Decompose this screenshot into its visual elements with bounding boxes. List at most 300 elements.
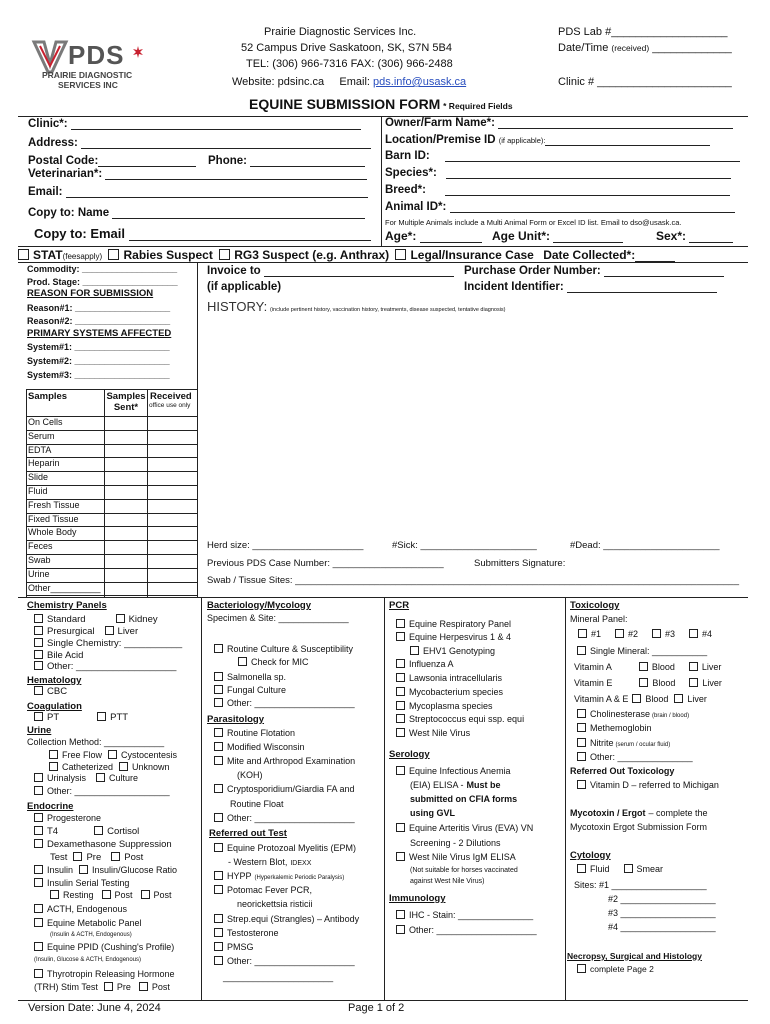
age-unit-field[interactable]: [492, 229, 623, 243]
influenza-checkbox[interactable]: [396, 659, 405, 668]
invoice-label: Invoice to: [207, 265, 261, 277]
testosterone-checkbox[interactable]: [214, 928, 223, 937]
kidney-checkbox[interactable]: [116, 614, 125, 623]
ptt-label: PTT: [110, 712, 129, 723]
dex-checkbox[interactable]: [34, 839, 43, 848]
po-field[interactable]: [464, 265, 724, 277]
postal-field[interactable]: [28, 155, 196, 167]
ppid-checkbox[interactable]: [34, 942, 43, 951]
age-label: Age*:: [385, 229, 417, 243]
logo-sub1: PRAIRIE DIAGNOSTIC: [42, 70, 133, 80]
copy-email-field[interactable]: [34, 226, 371, 241]
stat-checkbox[interactable]: [18, 249, 29, 260]
test-para-other[interactable]: [214, 813, 355, 823]
test-urinalysis-culture[interactable]: [34, 773, 138, 783]
test-testosterone[interactable]: [214, 928, 279, 938]
dex-post-checkbox[interactable]: [111, 852, 120, 861]
test-insulin[interactable]: [34, 865, 177, 875]
address-field[interactable]: [28, 137, 371, 149]
test-influenza[interactable]: [396, 659, 454, 669]
liver-label: Liver: [117, 626, 139, 637]
cortisol-label: Cortisol: [107, 826, 140, 837]
mineral-panel-label: [570, 614, 628, 624]
animal-id-field[interactable]: [385, 201, 735, 213]
sample-row-label: Fixed Tissue: [28, 513, 79, 524]
hypp-checkbox[interactable]: [214, 871, 223, 880]
t4-checkbox[interactable]: [34, 826, 43, 835]
sample-sent-cell[interactable]: [105, 444, 146, 458]
standard-label: Standard: [47, 614, 86, 625]
emp-note-label: (Insulin & ACTH, Endogenous): [50, 932, 132, 938]
other3-checkbox[interactable]: [214, 698, 223, 707]
strep-eq-checkbox[interactable]: [396, 714, 405, 723]
wnv-label: West Nile Virus: [409, 728, 471, 738]
emp-label: Equine Metabolic Panel: [47, 918, 142, 928]
epm-western-blot: [228, 857, 311, 867]
sample-sent-cell[interactable]: [105, 499, 146, 513]
test-strep-antibody[interactable]: [214, 914, 359, 924]
test-mic[interactable]: [238, 657, 309, 667]
wnv-note2: [410, 878, 484, 885]
test-cbc[interactable]: [34, 686, 67, 697]
po-label: Purchase Order Number:: [464, 265, 601, 277]
form-title-text: EQUINE SUBMISSION FORM: [249, 96, 441, 112]
pds-logo: [28, 34, 148, 96]
test-ihc[interactable]: [396, 910, 533, 920]
urinalysis-checkbox[interactable]: [34, 773, 43, 782]
bile-label: Bile Acid: [47, 650, 84, 661]
cath-checkbox[interactable]: [49, 762, 58, 771]
test-trh-options[interactable]: [34, 982, 170, 992]
free-flow-checkbox[interactable]: [49, 750, 58, 759]
wnv-checkbox[interactable]: [396, 728, 405, 737]
insulin-serial-checkbox[interactable]: [34, 878, 43, 887]
smear-checkbox[interactable]: [624, 864, 633, 873]
test-nitrite[interactable]: [577, 738, 670, 748]
test-t4-cortisol[interactable]: [34, 826, 139, 837]
other6-checkbox[interactable]: [396, 925, 405, 934]
test-eia[interactable]: [396, 766, 511, 776]
sample-row-label: Fluid: [28, 486, 48, 496]
veterinarian-field[interactable]: [28, 168, 367, 180]
logo-leaf-icon: [132, 46, 144, 58]
dex-pre-checkbox[interactable]: [73, 852, 82, 861]
breed-field[interactable]: [385, 184, 730, 196]
reason2-field[interactable]: Reason#2: ___________________: [27, 316, 171, 326]
datetime-label: Date/Time: [558, 42, 609, 54]
wnv-igm-checkbox[interactable]: [396, 852, 405, 861]
test-wnv[interactable]: [396, 728, 470, 738]
cholin-note-label: (brain / blood): [652, 713, 690, 719]
datetime-field[interactable]: [558, 42, 732, 54]
fungal-checkbox[interactable]: [214, 685, 223, 694]
vit-e-blood-checkbox[interactable]: [639, 678, 648, 687]
sick-field[interactable]: #Sick: ______________________: [392, 540, 537, 551]
potomac2-label: neorickettsia risticii: [237, 899, 313, 909]
reason1-field[interactable]: Reason#1: ___________________: [27, 303, 171, 313]
m3-checkbox[interactable]: [652, 629, 661, 638]
ihc-checkbox[interactable]: [396, 910, 405, 919]
insulin-label: Insulin: [47, 865, 74, 875]
test-pmsg[interactable]: [214, 942, 254, 952]
urine-head-label: Urine: [27, 725, 52, 736]
vit-d-checkbox[interactable]: [577, 780, 586, 789]
standard-checkbox[interactable]: [34, 614, 43, 623]
test-potomac[interactable]: [214, 885, 312, 895]
test-emp[interactable]: [34, 918, 142, 928]
serial-post2-checkbox[interactable]: [141, 890, 150, 899]
trh-checkbox[interactable]: [34, 969, 43, 978]
trh-pre-checkbox[interactable]: [104, 982, 113, 991]
test-mycoplasma[interactable]: [396, 701, 493, 711]
pmsg-checkbox[interactable]: [214, 942, 223, 951]
history-note: (include pertinent history, vaccination history, treatments, disease suspected, tentative diagnosis): [270, 307, 506, 313]
test-cytology[interactable]: [577, 864, 663, 874]
bile-checkbox[interactable]: [34, 650, 43, 659]
methem-checkbox[interactable]: [577, 723, 586, 732]
lawsonia-checkbox[interactable]: [396, 673, 405, 682]
m1-checkbox[interactable]: [578, 629, 587, 638]
test-vitamin-e[interactable]: [574, 678, 722, 688]
vit-e-liver-checkbox[interactable]: [689, 678, 698, 687]
herd-size-field[interactable]: Herd size: _____________________: [207, 540, 364, 551]
potomac-checkbox[interactable]: [214, 885, 223, 894]
resting-checkbox[interactable]: [50, 890, 59, 899]
test-vitamin-ae[interactable]: [574, 694, 707, 704]
sample-sent-cell[interactable]: [105, 457, 146, 471]
culture-checkbox[interactable]: [96, 773, 105, 782]
myco2-checkbox[interactable]: [396, 701, 405, 710]
salmonella-checkbox[interactable]: [214, 672, 223, 681]
wisconsin-label: Modified Wisconsin: [227, 742, 305, 752]
test-bact-other[interactable]: [214, 698, 355, 708]
sample-sent-cell[interactable]: [105, 471, 146, 485]
pds-lab-field[interactable]: PDS Lab #___________________: [558, 26, 728, 38]
barn-field[interactable]: [385, 150, 740, 162]
other4-checkbox[interactable]: [214, 813, 223, 822]
myco-tox3-label: Mycotoxin Ergot Submission Form: [570, 822, 708, 832]
cysto-checkbox[interactable]: [108, 750, 117, 759]
myco1-checkbox[interactable]: [396, 687, 405, 696]
lawsonia-label: Lawsonia intracellularis: [409, 673, 503, 683]
eia-label: Equine Infectious Anemia: [409, 766, 511, 776]
sample-sent-cell[interactable]: [105, 430, 146, 444]
test-fungal[interactable]: [214, 685, 286, 695]
vit-a-blood-checkbox[interactable]: [639, 662, 648, 671]
vit-ae-liver-checkbox[interactable]: [674, 694, 683, 703]
test-single-chemistry[interactable]: [34, 638, 182, 649]
eav-checkbox[interactable]: [396, 823, 405, 832]
other5-label: Other: ____________________: [227, 956, 355, 966]
wnv-note1: [410, 867, 518, 874]
prev-case-field[interactable]: Previous PDS Case Number: _____________________: [207, 558, 444, 569]
sex-field[interactable]: [656, 229, 733, 243]
species-field[interactable]: [385, 167, 731, 179]
test-vitamin-a[interactable]: [574, 662, 721, 672]
insulin-serial-label: Insulin Serial Testing: [47, 878, 130, 888]
serial-post1-checkbox[interactable]: [102, 890, 111, 899]
cytology-site-4: [608, 922, 716, 932]
cortisol-checkbox[interactable]: [94, 826, 103, 835]
test-acth[interactable]: [34, 904, 127, 914]
test-mite[interactable]: [214, 756, 355, 766]
test-cholinesterase[interactable]: [577, 709, 689, 719]
ihc-label: IHC - Stain: _______________: [409, 910, 534, 920]
copy-name-field[interactable]: [28, 207, 365, 219]
ehv1-checkbox[interactable]: [410, 646, 419, 655]
org-website: [232, 76, 466, 88]
wnv-note2-label: against West Nile Virus): [410, 878, 485, 885]
other2-checkbox[interactable]: [34, 786, 43, 795]
pt-checkbox[interactable]: [34, 712, 43, 721]
legal-checkbox[interactable]: [395, 249, 406, 260]
other1-checkbox[interactable]: [34, 661, 43, 670]
rabies-checkbox[interactable]: [108, 249, 119, 260]
system1-field[interactable]: System#1: ___________________: [27, 342, 170, 352]
breed-label: Breed*:: [385, 184, 426, 196]
insulin-ratio-checkbox[interactable]: [79, 865, 88, 874]
test-freeflow-cysto[interactable]: [49, 750, 177, 760]
idexx-label: IDEXX: [290, 860, 312, 867]
m4-checkbox[interactable]: [689, 629, 698, 638]
test-cath-unknown[interactable]: [49, 762, 170, 772]
test-bile-acid[interactable]: [34, 650, 83, 661]
sample-sent-cell[interactable]: [105, 568, 146, 582]
test-urine-other[interactable]: [34, 786, 170, 796]
vit-ae-blood-checkbox[interactable]: [632, 694, 641, 703]
referred-out-heading: [209, 828, 287, 839]
insulin-checkbox[interactable]: [34, 865, 43, 874]
flotation-checkbox[interactable]: [214, 728, 223, 737]
emp-checkbox[interactable]: [34, 918, 43, 927]
erp-checkbox[interactable]: [396, 619, 405, 628]
mic-checkbox[interactable]: [238, 657, 247, 666]
system2-field[interactable]: System#2: ___________________: [27, 356, 170, 366]
other5b-label: ______________________: [223, 972, 334, 982]
test-mycobacterium[interactable]: [396, 687, 503, 697]
nitrite-checkbox[interactable]: [577, 738, 586, 747]
presurgical-checkbox[interactable]: [34, 626, 43, 635]
test-salmonella[interactable]: [214, 672, 286, 682]
sex-label: Sex*:: [656, 229, 687, 243]
tox-head-label: Toxicology: [570, 600, 620, 611]
trh-label: Thyrotropin Releasing Hormone: [47, 969, 175, 979]
dead-field[interactable]: #Dead: ______________________: [570, 540, 720, 551]
test-vitamin-d[interactable]: [577, 780, 719, 790]
test-pt-ptt[interactable]: [34, 712, 128, 723]
test-dexamethasone[interactable]: [34, 839, 172, 850]
sample-sent-cell[interactable]: [105, 526, 146, 540]
mineral-label: Mineral Panel:: [570, 614, 628, 624]
clinic-number-field[interactable]: Clinic # ______________________: [558, 76, 732, 88]
trh-pre-label: Pre: [116, 982, 131, 992]
test-epm[interactable]: [214, 843, 356, 853]
test-single-mineral[interactable]: [577, 646, 707, 656]
species-label: Species*:: [385, 167, 437, 179]
complete-label: complete Page 2: [590, 964, 654, 974]
invoice-field[interactable]: [207, 265, 454, 277]
ehv-checkbox[interactable]: [396, 632, 405, 641]
nitrite-note-label: (serum / ocular fluid): [615, 742, 671, 748]
other5-checkbox[interactable]: [214, 956, 223, 965]
cyto-head-label: Cytology: [570, 850, 611, 861]
cbc-checkbox[interactable]: [34, 686, 43, 695]
rg3-checkbox[interactable]: [219, 249, 230, 260]
cbc-label: CBC: [47, 686, 68, 697]
org-address: 52 Campus Drive Saskatoon, SK, S7N 5B4: [241, 42, 452, 54]
myco-tox2-label: – complete the: [648, 808, 708, 818]
incident-field[interactable]: [464, 281, 717, 293]
sample-row-label: Other__________: [28, 582, 101, 593]
test-routine-culture[interactable]: [214, 644, 353, 654]
email-link[interactable]: pds.info@usask.ca: [373, 76, 467, 88]
commodity-field[interactable]: Commodity: ___________________: [27, 264, 178, 274]
urinalysis-label: Urinalysis: [47, 773, 87, 783]
age-field[interactable]: [385, 229, 482, 243]
progesterone-checkbox[interactable]: [34, 813, 43, 822]
version-date: Version Date: June 4, 2024: [28, 1002, 161, 1014]
sample-sent-cell[interactable]: [105, 416, 146, 430]
trh-post-label: Post: [151, 982, 170, 992]
ptt-checkbox[interactable]: [97, 712, 106, 721]
test-tox-other[interactable]: [577, 752, 693, 762]
test-immuno-other[interactable]: [396, 925, 537, 935]
sample-row-label: Fresh Tissue: [28, 499, 80, 510]
kidney-label: Kidney: [128, 614, 158, 625]
history-heading: [207, 299, 506, 314]
test-ref-other[interactable]: [214, 956, 355, 966]
complete-checkbox[interactable]: [577, 964, 586, 973]
postal-label: Postal Code:: [28, 155, 99, 167]
serial-post1-label: Post: [114, 890, 133, 900]
trh-post-checkbox[interactable]: [139, 982, 148, 991]
epm2-label: - Western Blot,: [228, 857, 288, 867]
test-chem-other[interactable]: [34, 661, 176, 672]
system3-field[interactable]: System#3: ___________________: [27, 370, 170, 380]
test-strep-equi[interactable]: [396, 714, 524, 724]
test-mineral-panels[interactable]: [578, 629, 712, 639]
serology-heading: [389, 749, 430, 760]
test-erp[interactable]: [396, 619, 511, 629]
org-phone: TEL: (306) 966-7316 FAX: (306) 966-2488: [246, 58, 453, 70]
test-flotation[interactable]: [214, 728, 295, 738]
ppid-note: [34, 957, 141, 963]
dex-post-label: Post: [124, 852, 144, 863]
other7-checkbox[interactable]: [577, 752, 586, 761]
test-wisconsin[interactable]: [214, 742, 305, 752]
wisconsin-checkbox[interactable]: [214, 742, 223, 751]
strep-checkbox[interactable]: [214, 914, 223, 923]
sample-row-label: Whole Body: [28, 527, 77, 538]
single-mineral-checkbox[interactable]: [577, 646, 586, 655]
test-crypto[interactable]: [214, 784, 355, 794]
sample-sent-cell[interactable]: [105, 554, 146, 568]
phone-field[interactable]: [208, 155, 365, 167]
m1-label: #1: [591, 629, 602, 639]
eia4-label: using GVL: [410, 808, 455, 818]
samples-table: [26, 389, 197, 597]
endocrine-heading: [27, 801, 73, 812]
urine-collection-method: [27, 737, 164, 747]
test-ppid[interactable]: [34, 942, 174, 952]
mite-checkbox[interactable]: [214, 756, 223, 765]
test-complete-page2[interactable]: [577, 964, 654, 974]
email-field[interactable]: [28, 186, 368, 198]
nitrite-label: Nitrite: [590, 738, 614, 748]
sample-sent-cell[interactable]: [105, 485, 146, 499]
epm-checkbox[interactable]: [214, 843, 223, 852]
test-insulin-serial[interactable]: [34, 878, 129, 888]
erp-label: Equine Respiratory Panel: [409, 619, 512, 629]
test-serial-options[interactable]: [50, 890, 172, 900]
test-ehv1[interactable]: [410, 646, 495, 656]
unknown-checkbox[interactable]: [119, 762, 128, 771]
cholin-checkbox[interactable]: [577, 709, 586, 718]
test-lawsonia[interactable]: [396, 673, 502, 683]
test-ehv[interactable]: [396, 632, 511, 642]
eia-checkbox[interactable]: [396, 766, 405, 775]
test-hypp[interactable]: [214, 871, 344, 881]
myco1-label: Mycobacterium species: [409, 687, 504, 697]
emp-note: [50, 932, 132, 938]
test-presurgical-liver[interactable]: [34, 626, 138, 637]
test-eav[interactable]: [396, 823, 533, 833]
test-dex-pre-post[interactable]: [50, 852, 143, 863]
liver-checkbox[interactable]: [105, 626, 114, 635]
sites1-label: Sites: #1 ___________________: [574, 880, 707, 890]
routine-culture-checkbox[interactable]: [214, 644, 223, 653]
test-trh[interactable]: [34, 969, 175, 979]
test-wnv-igm[interactable]: [396, 852, 516, 862]
sample-sent-cell[interactable]: [105, 582, 146, 596]
hematology-heading: [27, 675, 81, 686]
serial-post2-label: Post: [153, 890, 172, 900]
sample-row-label: Urine: [28, 568, 50, 579]
pcr-head-label: PCR: [389, 600, 410, 611]
fluid-checkbox[interactable]: [577, 864, 586, 873]
test-progesterone[interactable]: [34, 813, 101, 823]
cytology-site-2: [608, 894, 716, 904]
sample-row-label: Serum: [28, 430, 55, 441]
m2-checkbox[interactable]: [615, 629, 624, 638]
vit-ae-blood-label: Blood: [645, 694, 669, 704]
potomac-species: [237, 899, 313, 909]
location-field[interactable]: [385, 134, 710, 146]
ppid-label: Equine PPID (Cushing's Profile): [47, 942, 175, 952]
m2-label: #2: [628, 629, 639, 639]
test-methemoglobin[interactable]: [577, 723, 652, 733]
sample-sent-cell[interactable]: [105, 513, 146, 527]
prod-stage-field[interactable]: Prod. Stage: ___________________: [27, 277, 178, 287]
owner-field[interactable]: [385, 117, 733, 129]
clinic-field[interactable]: [28, 118, 361, 130]
test-standard-kidney[interactable]: [34, 614, 158, 625]
immuno-head-label: Immunology: [389, 893, 446, 904]
col-received: Received: [150, 391, 192, 402]
swab-sites-field[interactable]: Swab / Tissue Sites: ____________________________________________________________________________________: [207, 575, 739, 586]
history-textarea[interactable]: [205, 316, 745, 534]
vit-a-liver-checkbox[interactable]: [689, 662, 698, 671]
cholin-label: Cholinesterase: [590, 709, 651, 719]
sample-sent-cell[interactable]: [105, 540, 146, 554]
signature-field[interactable]: Submitters Signature:: [474, 558, 566, 569]
history-label: HISTORY:: [207, 299, 268, 314]
single-chem-checkbox[interactable]: [34, 638, 43, 647]
phone-label: Phone:: [208, 155, 247, 167]
acth-checkbox[interactable]: [34, 904, 43, 913]
crypto-checkbox[interactable]: [214, 784, 223, 793]
specimen-label: Specimen & Site: ______________: [207, 613, 349, 623]
